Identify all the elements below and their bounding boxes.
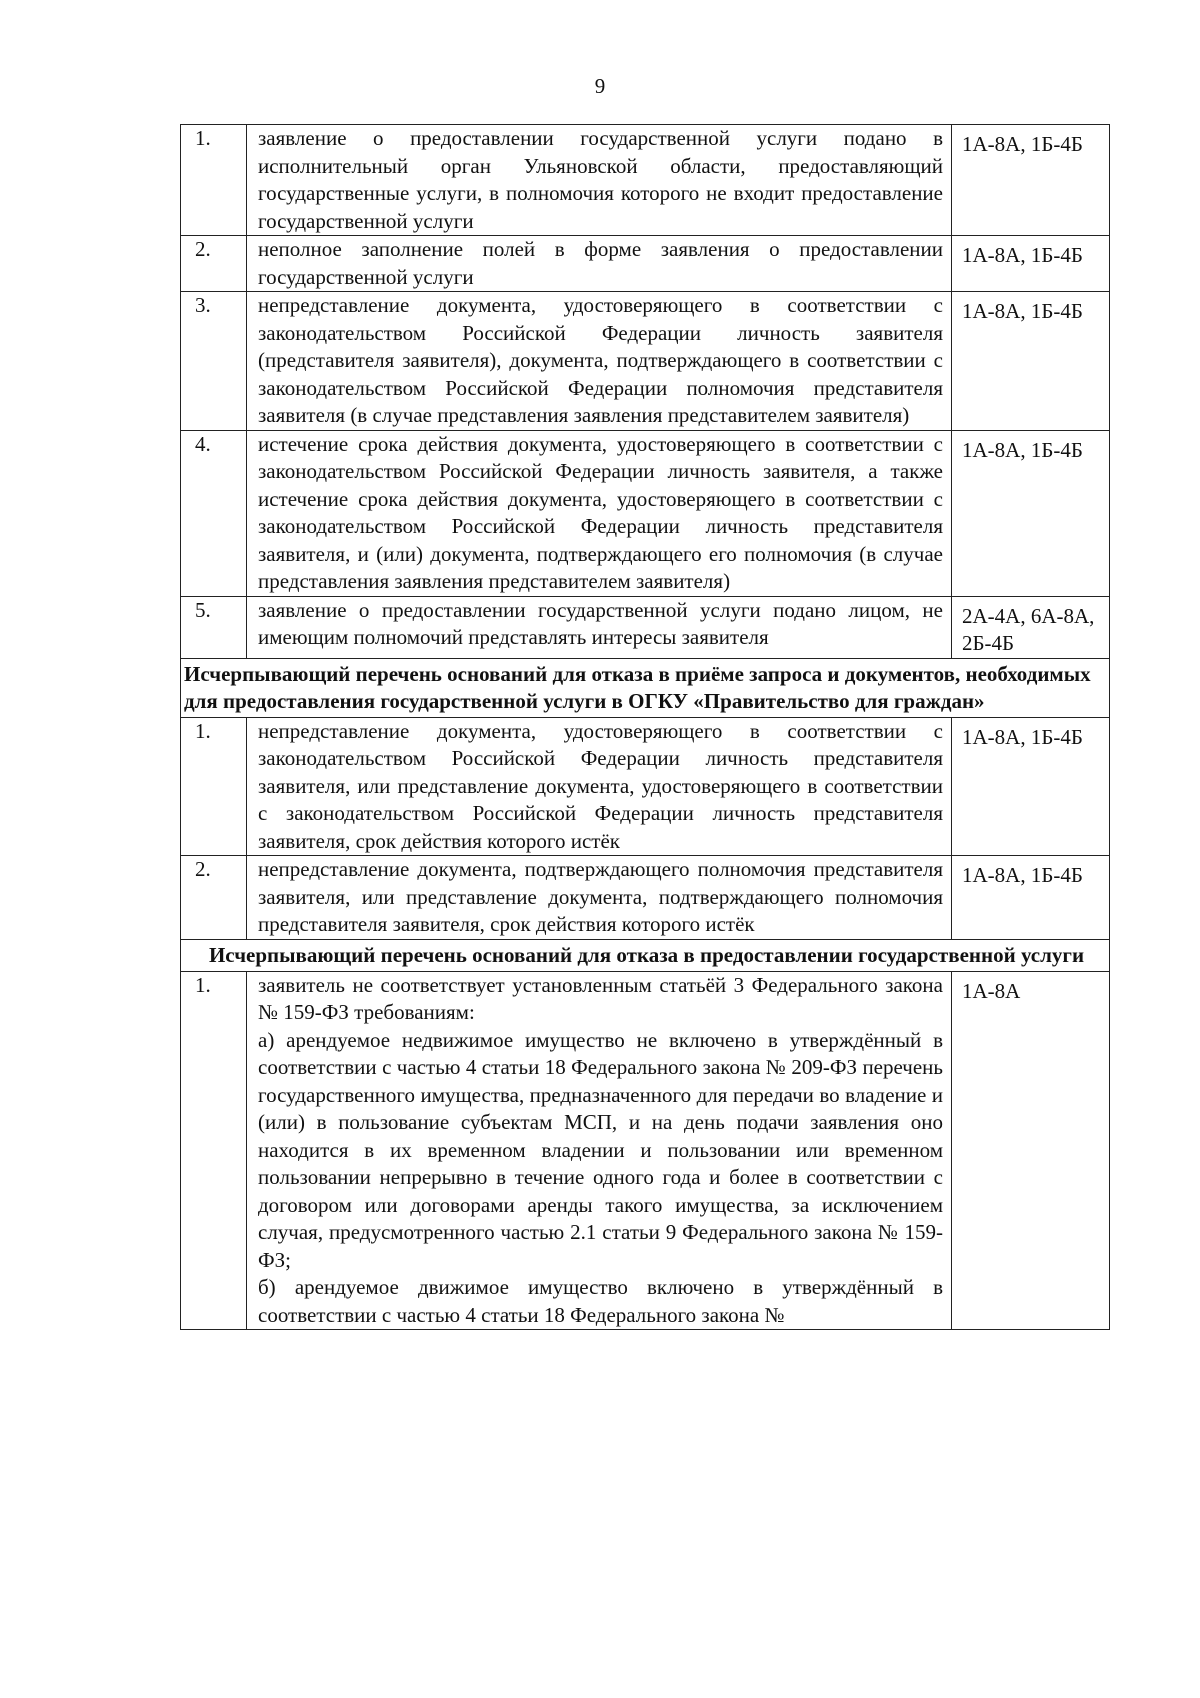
row-codes: 2А-4А, 6А-8А, 2Б-4Б [952,596,1110,658]
row-text: непредставление документа, удостоверяющего в соответствии с законодательством Российской Федерации личность заявителя (представителя заявителя), документа, подтверждающего в соответствии с законодательством Российской Федерации полномочия представителя заявителя (в случае представления заявления представителем заявителя) [247,292,952,431]
row-number: 2. [181,236,247,292]
row-item-a: а) арендуемое недвижимое имущество не включено в утверждённый в соответствии с частью 4 статьи 18 Федерального закона № 209-ФЗ перечень государственного имущества, предназначенного для передачи во владение и (или) в пользование субъектам МСП, и на день подачи заявления оно находится в их временном владении и пользовании или временном пользовании непрерывно в течение одного года и более в соответствии с договором или договорами аренды такого имущества, за исключением случая, предусмотренного частью 2.1 статьи 9 Федерального закона № 159-ФЗ; [258,1027,943,1272]
row-text: заявление о предоставлении государственной услуги подано лицом, не имеющим полномочий представлять интересы заявителя [247,596,952,658]
table-row [181,717,1110,856]
row-text [247,971,952,1330]
table-row [181,292,1110,431]
row-codes: 1А-8А, 1Б-4Б [952,292,1110,431]
row-intro: заявитель не соответствует установленным статьёй 3 Федерального закона № 159-ФЗ требованиям: [258,972,943,1024]
row-codes: 1А-8А, 1Б-4Б [952,856,1110,940]
row-codes: 1А-8А, 1Б-4Б [952,125,1110,236]
row-text: непредставление документа, подтверждающего полномочия представителя заявителя, или представление документа, подтверждающего полномочия представителя заявителя, срок действия которого истёк [247,856,952,940]
section-heading-row [181,658,1110,717]
row-number: 1. [181,717,247,856]
section-heading: Исчерпывающий перечень оснований для отказа в предоставлении государственной услуги [181,939,1110,971]
section-heading-row [181,939,1110,971]
row-number: 1. [181,971,247,1330]
row-codes: 1А-8А, 1Б-4Б [952,430,1110,596]
row-item-b: б) арендуемое движимое имущество включено в утверждённый в соответствии с частью 4 статьи 18 Федерального закона № [258,1275,943,1327]
section-heading: Исчерпывающий перечень оснований для отказа в приёме запроса и документов, необходимых для предоставления государственной услуги в ОГКУ «Правительство для граждан» [181,658,1110,717]
table-row [181,971,1110,1330]
row-text: непредставление документа, удостоверяющего в соответствии с законодательством Российской Федерации личность представителя заявителя, или представление документа, удостоверяющего в соответствии с законодательством Российской Федерации личность представителя заявителя, срок действия которого истёк [247,717,952,856]
table-row [181,430,1110,596]
table-row [181,236,1110,292]
row-number: 2. [181,856,247,940]
row-text: истечение срока действия документа, удостоверяющего в соответствии с законодательством Российской Федерации личность заявителя, а также истечение срока действия документа, удостоверяющего в соответствии с законодательством Российской Федерации личность представителя заявителя, и (или) документа, подтверждающего его полномочия (в случае представления заявления представителем заявителя) [247,430,952,596]
row-codes: 1А-8А, 1Б-4Б [952,717,1110,856]
row-text: заявление о предоставлении государственной услуги подано в исполнительный орган Ульяновской области, предоставляющий государственные услуги, в полномочия которого не входит предоставление государственной услуги [247,125,952,236]
table-row [181,125,1110,236]
row-number: 5. [181,596,247,658]
row-number: 4. [181,430,247,596]
page-number: 9 [594,74,606,98]
row-text: неполное заполнение полей в форме заявления о предоставлении государственной услуги [247,236,952,292]
row-codes: 1А-8А, 1Б-4Б [952,236,1110,292]
grounds-table [180,124,1110,1330]
table-row [181,596,1110,658]
table-row [181,856,1110,940]
row-number: 1. [181,125,247,236]
row-number: 3. [181,292,247,431]
row-codes: 1А-8А [952,971,1110,1330]
